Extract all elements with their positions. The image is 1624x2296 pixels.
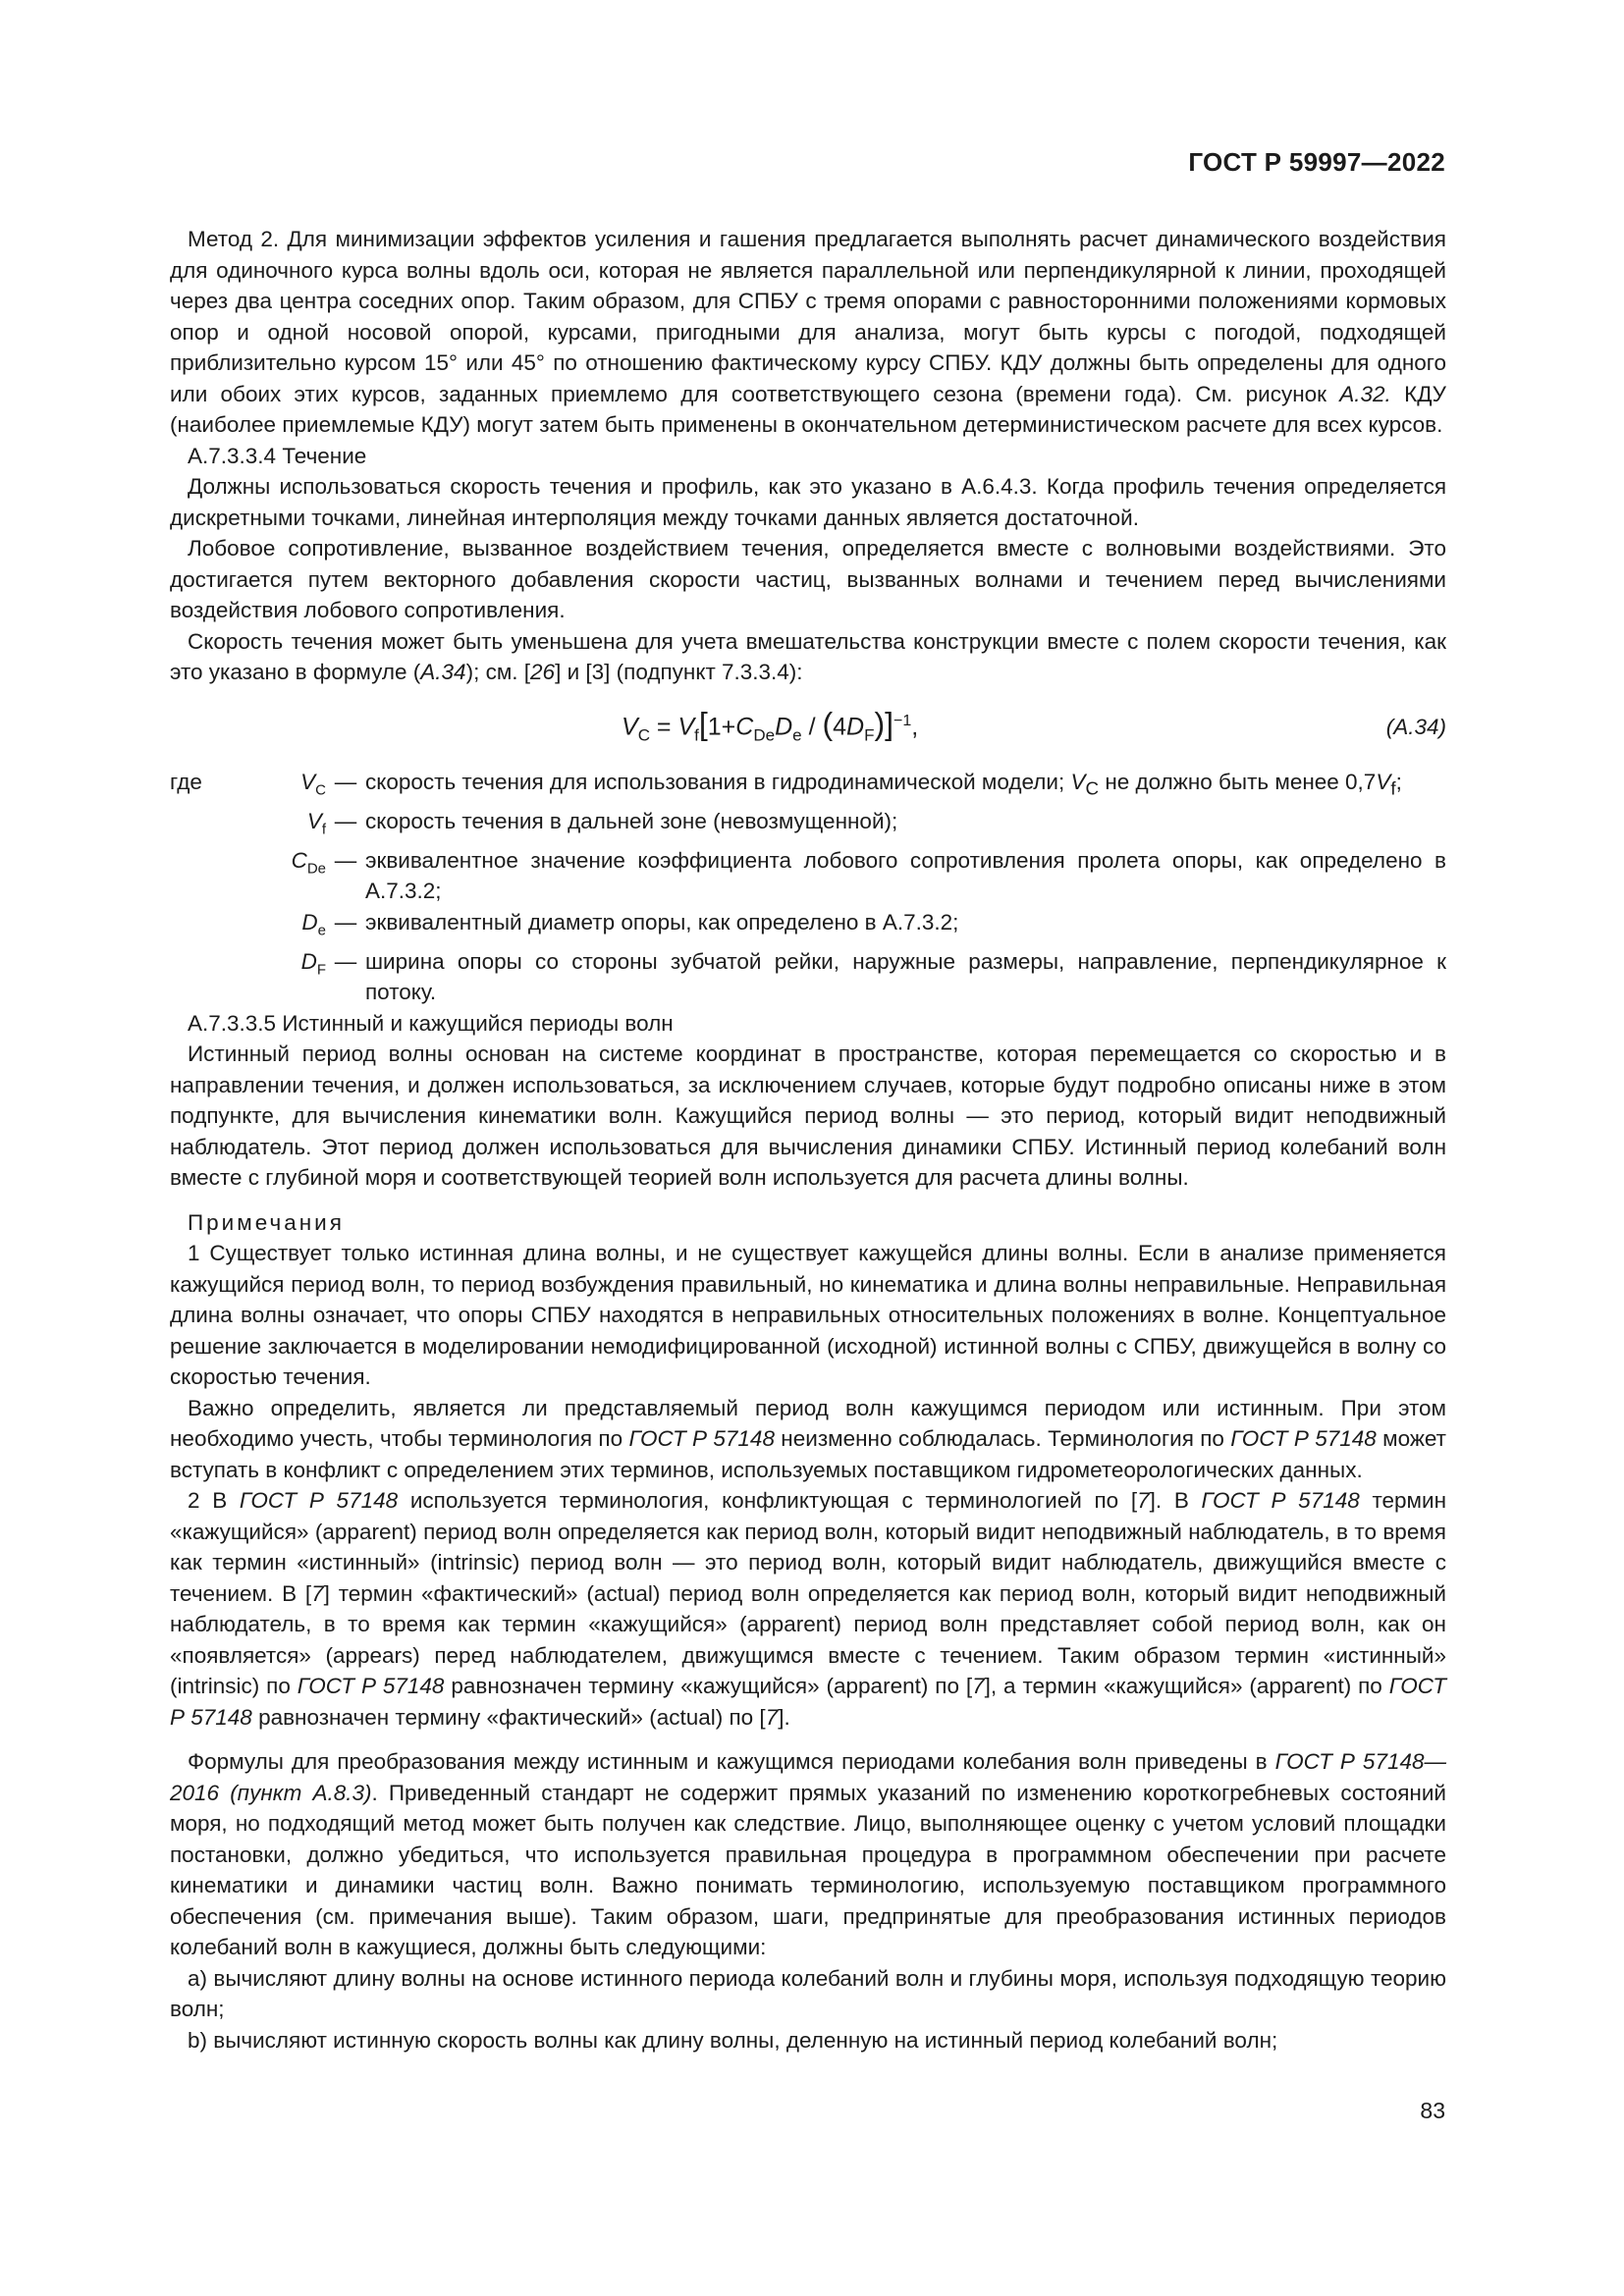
definition-item: $D_F$ — ширина опоры со стороны зубчатой рейки, наружные размеры, направление, перпендикулярное к потоку. [170, 946, 1446, 1008]
step-a: а) вычисляют длину волны на основе истинного периода колебаний волн и глубины моря, используя подходящую теорию волн; [170, 1965, 1446, 2021]
definition-symbol: $D_e$ [301, 909, 326, 938]
section-heading-a7335: А.7.3.3.5 Истинный и кажущийся периоды волн [188, 1010, 674, 1036]
paragraph-method-2: Метод 2. Для минимизации эффектов усиления и гашения предлагается выполнять расчет динамического воздействия для одиночного курса волны вдоль оси, которая не является параллельной или перпендикулярной к линии, проходящей через два центра соседних опор. Таким образом, для СПБУ с тремя опорами с равносторонними положениями кормовых опор и одной носовой опорой, курсами, пригодными для анализа, могут быть курсы с погодой, подходящей приблизительно курсом 15° или 45° по отношению фактическому курсу СПБУ. КДУ должны быть определены для одного или обоих этих курсов, заданных приемлемо для соответствующего сезона (времени года). См. рисунок А.32. КДУ (наиболее приемлемые КДУ) могут затем быть применены в окончательном детерминистическом расчете для всех курсов. [170, 227, 1446, 437]
definition-item: $C_{De}$ — эквивалентное значение коэффициента лобового сопротивления пролета опоры, как определено в А.7.3.2; [170, 845, 1446, 907]
section-heading-a7334: А.7.3.3.4 Течение [188, 443, 367, 468]
standard-reference: ГОСТ Р 57148—2016 (пункт А.8.3) [170, 1749, 1446, 1805]
document-body [170, 224, 1446, 2056]
definition-item: $V_f$ — скорость течения в дальней зоне (невозмущенной); [170, 806, 1446, 845]
definition-item: где $V_C$ — скорость течения для использования в гидродинамической модели; $V_C$ не должно быть менее $0,7V_f$; [170, 767, 1446, 806]
standard-reference: ГОСТ Р 57148 [1230, 1426, 1377, 1451]
paragraph-current-drag: Лобовое сопротивление, вызванное воздействием течения, определяется вместе с волновыми воздействиями. Это достигается путем векторного добавления скорости частиц, вызванных волнами и течением перед вычислениями воздействия лобового сопротивления. [170, 536, 1446, 622]
figure-reference: А.32. [1339, 381, 1391, 406]
page-number: 83 [1420, 2098, 1445, 2123]
formula-a34 [170, 692, 1446, 765]
definition-symbol: $C_{De}$ [291, 847, 326, 877]
note-2: 2 В ГОСТ Р 57148 используется терминология, конфликтующая с терминологией по [7]. В ГОСТ Р 57148 термин «кажущийся» (apparent) период волн определяется как период волн, который видит неподвижный наблюдатель, в то время как термин «истинный» (intrinsic) период волн — это период волн, который видит наблюдатель, движущийся вместе с течением. В [7] термин «фактический» (actual) период волн определяется как период волн, который видит неподвижный наблюдатель, в то время как термин «кажущийся» (apparent) период волн представляет собой период волн, как он «появляется» (appears) перед наблюдателем, движущимся вместе с течением. Таким образом термин «истинный» (intrinsic) по ГОСТ Р 57148 равнозначен термину «кажущийся» (apparent) по [7], а термин «кажущийся» (apparent) по ГОСТ Р 57148 равнозначен термину «фактический» (actual) по [7]. [170, 1488, 1447, 1730]
step-b: b) вычисляют истинную скорость волны как длину волны, деленную на истинный период колебаний волн; [188, 2027, 1278, 2053]
paragraph-true-period: Истинный период волны основан на системе координат в пространстве, которая перемещается со скоростью и в направлении течения, и должен использоваться, за исключением случаев, которые будут подробно описаны ниже в этом подпункте, для вычисления кинематики волн. Кажущийся период волны — это период, который видит неподвижный наблюдатель. Этот период должен использоваться для вычисления динамики СПБУ. Истинный период колебаний волн вместе с глубиной моря и соответствующей теорией волн используется для расчета длины волны. [170, 1041, 1446, 1190]
definition-symbol: $V_C$ [300, 769, 326, 798]
definition-symbol: $V_f$ [306, 808, 326, 837]
paragraph-conversion-formulas: Формулы для преобразования между истинным и кажущимся периодами колебания волн приведены в ГОСТ Р 57148—2016 (пункт А.8.3). Приведенный стандарт не содержит прямых указаний по изменению короткогребневых состояний моря, но подходящий метод может быть получен как следствие. Лицо, выполняющее оценку с учетом условий площадки постановки, должно убедиться, что используется правильная процедура в программном обеспечении при расчете кинематики и динамики частиц волн. Важно понимать терминологию, используемую поставщиком программного обеспечения (см. примечания выше). Таким образом, шаги, предпринятые для преобразования истинных периодов колебаний волн в кажущиеся, должны быть следующими: [170, 1749, 1446, 1959]
formula-reference: А.34 [420, 660, 466, 684]
formula-expression: $V_C = V_f[1+C_{De}D_e / (4D_F)]^{-1}$, [622, 705, 919, 744]
paragraph-current-reduction: Скорость течения может быть уменьшена для учета вмешательства конструкции вместе с полем скорости течения, как это указано в формуле (А.34); см. [26] и [3] (подпункт 7.3.3.4): [170, 628, 1446, 684]
standard-reference: ГОСТ Р 57148 [628, 1426, 775, 1451]
symbol-definitions [170, 767, 1446, 1008]
note-1: 1 Существует только истинная длина волны, и не существует кажущейся длины волны. Если в анализе применяется кажущийся период волн, то период возбуждения правильный, но кинематика и длина волны неправильные. Неправильная длина волны означает, что опоры СПБУ находятся в неправильных относительных положениях в волне. Концептуальное решение заключается в моделировании немодифицированной (исходной) истинной волны с СПБУ, движущейся в волну со скоростью течения. [170, 1241, 1446, 1389]
bibliography-reference: 26 [530, 660, 556, 684]
definition-symbol: $D_F$ [300, 948, 326, 978]
formula-number: (А.34) [1385, 714, 1446, 739]
definition-item: $D_e$ — эквивалентный диаметр опоры, как определено в А.7.3.2; [170, 907, 1446, 946]
document-code-header: ГОСТ Р 59997—2022 [1188, 147, 1445, 177]
notes-title: Примечания [188, 1209, 345, 1235]
note-1-continued: Важно определить, является ли представляемый период волн кажущимся периодом или истинным. При этом необходимо учесть, чтобы терминология по ГОСТ Р 57148 неизменно соблюдалась. Терминология по ГОСТ Р 57148 может вступать в конфликт с определением этих терминов, используемых поставщиком гидрометеорологических данных. [170, 1395, 1446, 1482]
paragraph-current-profile: Должны использоваться скорость течения и профиль, как это указано в А.6.4.3. Когда профиль течения определяется дискретными точками, линейная интерполяция между точками данных является достаточной. [170, 474, 1446, 530]
